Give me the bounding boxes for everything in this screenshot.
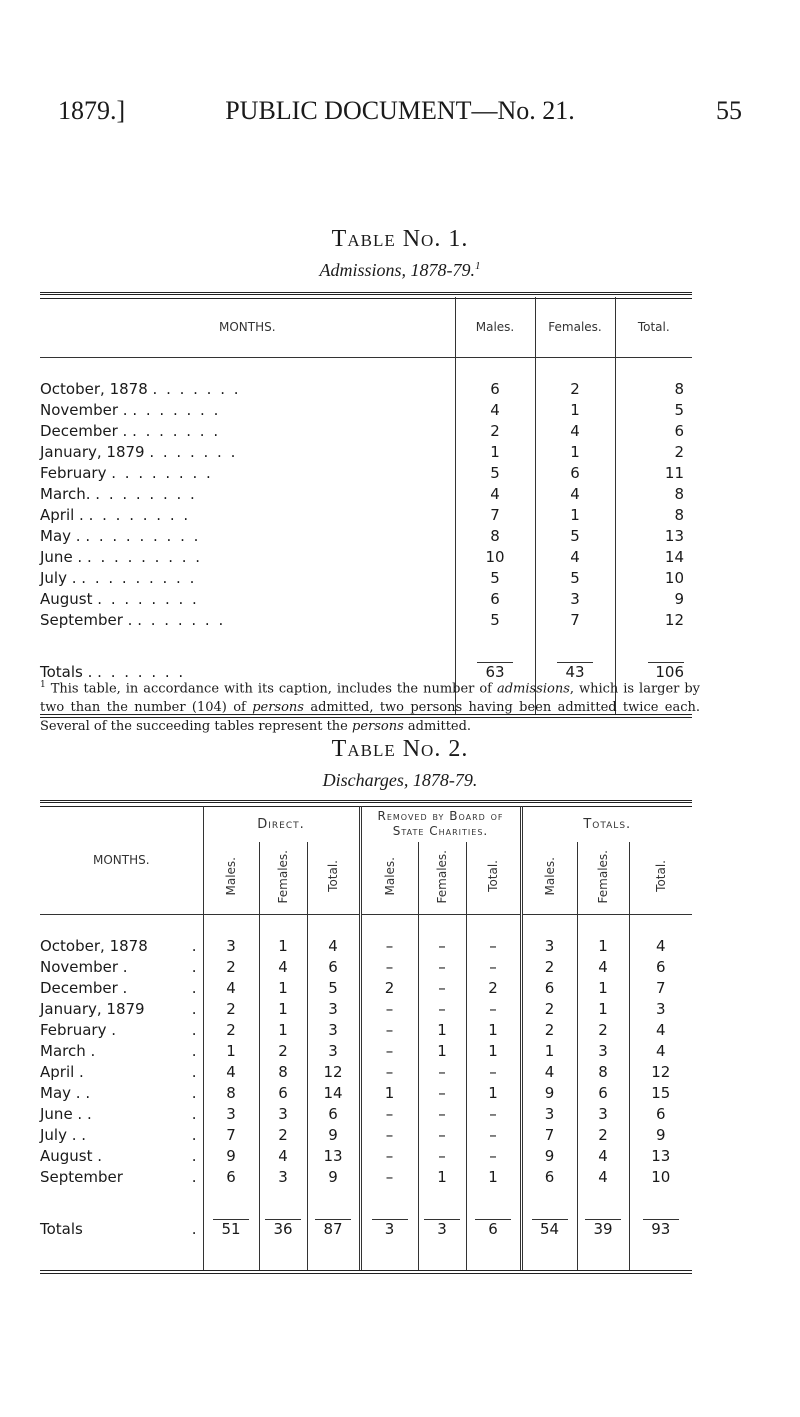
table-row xyxy=(40,505,692,526)
month-cell: October, 1878 . . . . . . . xyxy=(40,380,241,398)
value-cell: – xyxy=(360,1041,418,1062)
males-cell: 63 xyxy=(455,652,535,692)
value-cell: 12 xyxy=(307,1062,360,1083)
value-cell: 4 xyxy=(629,1020,692,1041)
value-cell: 1 xyxy=(466,1167,521,1188)
value-cell: 4 xyxy=(203,978,259,999)
month-cell: April . . . . . . . . . xyxy=(40,506,191,524)
col-months: MONTHS. xyxy=(218,319,276,334)
value-cell: 2 xyxy=(521,1020,577,1041)
table-row xyxy=(40,1104,692,1125)
month-cell: July . . . xyxy=(40,1126,197,1144)
value-cell: 4 xyxy=(577,1146,629,1167)
subhead-females: Females. xyxy=(577,842,629,914)
subhead-females: Females. xyxy=(259,842,307,914)
value-cell: 51 xyxy=(203,1209,259,1249)
females-cell: 7 xyxy=(535,610,615,631)
table-row xyxy=(40,463,692,484)
value-cell: – xyxy=(360,1062,418,1083)
header-title: PUBLIC DOCUMENT—No. 21. xyxy=(225,96,575,125)
table-row xyxy=(40,400,692,421)
table-row xyxy=(40,568,692,589)
value-cell: 54 xyxy=(521,1209,577,1249)
table-row xyxy=(40,978,692,999)
value-cell: – xyxy=(360,957,418,978)
group-totals: Totals. xyxy=(521,806,692,842)
value-cell: – xyxy=(360,1167,418,1188)
value-cell: 2 xyxy=(259,1041,307,1062)
value-cell: – xyxy=(418,978,466,999)
value-cell: 1 xyxy=(203,1041,259,1062)
table-row xyxy=(40,1020,692,1041)
table-row xyxy=(40,1125,692,1146)
females-cell: 1 xyxy=(535,400,615,421)
total-cell: 106 xyxy=(615,652,692,692)
col-females: Females. xyxy=(535,297,615,357)
col-males: Males. xyxy=(455,297,535,357)
value-cell: 4 xyxy=(521,1062,577,1083)
value-cell: – xyxy=(418,936,466,957)
table-row xyxy=(40,1167,692,1188)
table2-title: Table No. 2. xyxy=(331,736,469,762)
total-cell: 10 xyxy=(615,568,692,589)
males-cell: 1 xyxy=(455,442,535,463)
group-direct: Direct. xyxy=(203,806,360,842)
value-cell: – xyxy=(418,1104,466,1125)
value-cell: 1 xyxy=(418,1167,466,1188)
value-cell: – xyxy=(418,1125,466,1146)
table1-bottom-rule xyxy=(40,714,692,718)
value-cell: 3 xyxy=(360,1209,418,1249)
value-cell: 4 xyxy=(203,1062,259,1083)
month-cell: Totals . xyxy=(40,1219,197,1238)
discharges-table xyxy=(40,806,692,1270)
value-cell: – xyxy=(360,936,418,957)
males-cell: 8 xyxy=(455,526,535,547)
total-cell: 11 xyxy=(615,463,692,484)
subhead-males: Males. xyxy=(203,842,259,914)
value-cell: 4 xyxy=(629,936,692,957)
value-cell: 1 xyxy=(466,1041,521,1062)
table-row xyxy=(40,379,692,400)
value-cell: 6 xyxy=(259,1083,307,1104)
value-cell: 3 xyxy=(203,936,259,957)
month-cell: October, 1878 . xyxy=(40,937,197,955)
value-cell: 2 xyxy=(466,978,521,999)
males-cell: 10 xyxy=(455,547,535,568)
month-cell: February . . . . . . . . xyxy=(40,464,213,482)
value-cell: 7 xyxy=(629,978,692,999)
males-cell: 6 xyxy=(455,379,535,400)
value-cell: 3 xyxy=(629,999,692,1020)
totals-row xyxy=(40,1209,692,1249)
value-cell: 1 xyxy=(418,1020,466,1041)
value-cell: 1 xyxy=(577,936,629,957)
value-cell: 9 xyxy=(307,1167,360,1188)
value-cell: 1 xyxy=(418,1041,466,1062)
month-cell: September . . . . . . . . xyxy=(40,611,226,629)
total-cell: 8 xyxy=(615,484,692,505)
males-cell: 7 xyxy=(455,505,535,526)
value-cell: 1 xyxy=(577,999,629,1020)
value-cell: 9 xyxy=(307,1125,360,1146)
value-cell: 4 xyxy=(577,1167,629,1188)
value-cell: 3 xyxy=(307,1041,360,1062)
total-cell: 12 xyxy=(615,610,692,631)
value-cell: 9 xyxy=(521,1083,577,1104)
value-cell: 6 xyxy=(629,957,692,978)
value-cell: 3 xyxy=(259,1167,307,1188)
value-cell: 6 xyxy=(466,1209,521,1249)
value-cell: – xyxy=(466,999,521,1020)
month-cell: August . . xyxy=(40,1147,197,1165)
value-cell: – xyxy=(418,957,466,978)
value-cell: 2 xyxy=(577,1125,629,1146)
month-cell: January, 1879 . . . . . . . xyxy=(40,443,238,461)
page-header xyxy=(58,96,742,136)
value-cell: 3 xyxy=(307,999,360,1020)
females-cell: 43 xyxy=(535,652,615,692)
males-cell: 5 xyxy=(455,610,535,631)
month-cell: June . . . xyxy=(40,1105,197,1123)
month-cell: December . . xyxy=(40,979,197,997)
month-cell: July . . . . . . . . . . xyxy=(40,569,197,587)
total-cell: 9 xyxy=(615,589,692,610)
value-cell: 6 xyxy=(629,1104,692,1125)
value-cell: 14 xyxy=(307,1083,360,1104)
females-cell: 2 xyxy=(535,379,615,400)
col-months: MONTHS. xyxy=(92,852,150,867)
subhead-total: Total. xyxy=(307,842,360,914)
month-cell: August . . . . . . . . xyxy=(40,590,199,608)
value-cell: 7 xyxy=(203,1125,259,1146)
females-cell: 5 xyxy=(535,526,615,547)
value-cell: 4 xyxy=(629,1041,692,1062)
value-cell: 3 xyxy=(307,1020,360,1041)
value-cell: 8 xyxy=(203,1083,259,1104)
value-cell: 2 xyxy=(521,957,577,978)
value-cell: 6 xyxy=(307,1104,360,1125)
value-cell: 4 xyxy=(307,936,360,957)
month-cell: December . . . . . . . . xyxy=(40,422,221,440)
subhead-males: Males. xyxy=(360,842,418,914)
value-cell: – xyxy=(466,957,521,978)
value-cell: – xyxy=(360,1125,418,1146)
value-cell: 6 xyxy=(577,1083,629,1104)
value-cell: 8 xyxy=(259,1062,307,1083)
value-cell: 1 xyxy=(259,999,307,1020)
value-cell: 2 xyxy=(521,999,577,1020)
value-cell: 6 xyxy=(521,978,577,999)
males-cell: 5 xyxy=(455,463,535,484)
value-cell: 1 xyxy=(360,1083,418,1104)
value-cell: 4 xyxy=(259,957,307,978)
value-cell: 2 xyxy=(259,1125,307,1146)
table1-subtitle: Admissions, 1878-79.$^1$ xyxy=(319,260,481,280)
value-cell: 4 xyxy=(577,957,629,978)
males-cell: 4 xyxy=(455,400,535,421)
month-cell: January, 1879 . xyxy=(40,1000,197,1018)
table1-footnote: $^1$ This table, in accordance with its caption, includes the number of admissions, which is larger by two than the number (104) of persons admitted, two persons having been admitted twice each. Several of the succeeding tables represent the persons admitted. xyxy=(40,680,701,735)
value-cell: 1 xyxy=(577,978,629,999)
value-cell: 2 xyxy=(203,1020,259,1041)
value-cell: 13 xyxy=(307,1146,360,1167)
value-cell: – xyxy=(418,999,466,1020)
value-cell: 1 xyxy=(259,978,307,999)
subhead-total: Total. xyxy=(466,842,521,914)
value-cell: 3 xyxy=(577,1104,629,1125)
value-cell: 3 xyxy=(259,1104,307,1125)
month-cell: March. . . . . . . . . xyxy=(40,485,197,503)
value-cell: 3 xyxy=(577,1041,629,1062)
males-cell: 6 xyxy=(455,589,535,610)
females-cell: 6 xyxy=(535,463,615,484)
value-cell: – xyxy=(418,1146,466,1167)
value-cell: 1 xyxy=(259,1020,307,1041)
value-cell: 93 xyxy=(629,1209,692,1249)
group-removed: Removed by Board of State Charities. xyxy=(360,806,521,842)
table-row xyxy=(40,589,692,610)
table2-bottom-rule xyxy=(40,1270,692,1274)
table-row xyxy=(40,442,692,463)
table-row xyxy=(40,526,692,547)
table-row xyxy=(40,1062,692,1083)
value-cell: 15 xyxy=(629,1083,692,1104)
value-cell: – xyxy=(466,1104,521,1125)
value-cell: – xyxy=(466,1146,521,1167)
males-cell: 2 xyxy=(455,421,535,442)
subhead-females: Females. xyxy=(418,842,466,914)
females-cell: 1 xyxy=(535,442,615,463)
value-cell: 2 xyxy=(577,1020,629,1041)
females-cell: 4 xyxy=(535,484,615,505)
females-cell: 3 xyxy=(535,589,615,610)
table-row xyxy=(40,421,692,442)
table-row xyxy=(40,999,692,1020)
value-cell: 1 xyxy=(466,1083,521,1104)
value-cell: – xyxy=(360,1104,418,1125)
table-row xyxy=(40,957,692,978)
total-cell: 8 xyxy=(615,505,692,526)
value-cell: – xyxy=(466,936,521,957)
month-cell: November . . xyxy=(40,958,197,976)
males-cell: 4 xyxy=(455,484,535,505)
table-row xyxy=(40,936,692,957)
value-cell: 1 xyxy=(521,1041,577,1062)
value-cell: 4 xyxy=(259,1146,307,1167)
subhead-total: Total. xyxy=(629,842,692,914)
value-cell: 1 xyxy=(466,1020,521,1041)
table-row xyxy=(40,484,692,505)
females-cell: 1 xyxy=(535,505,615,526)
value-cell: 3 xyxy=(521,1104,577,1125)
value-cell: 3 xyxy=(521,936,577,957)
month-cell: September . xyxy=(40,1168,197,1186)
value-cell: 3 xyxy=(203,1104,259,1125)
value-cell: 2 xyxy=(203,957,259,978)
table-row xyxy=(40,1041,692,1062)
month-cell: May . . . . . . . . . . xyxy=(40,527,201,545)
value-cell: 6 xyxy=(521,1167,577,1188)
value-cell: 87 xyxy=(307,1209,360,1249)
table-row xyxy=(40,1146,692,1167)
females-cell: 4 xyxy=(535,547,615,568)
value-cell: 39 xyxy=(577,1209,629,1249)
total-cell: 5 xyxy=(615,400,692,421)
value-cell: 2 xyxy=(203,999,259,1020)
value-cell: – xyxy=(360,999,418,1020)
month-cell: March . . xyxy=(40,1042,197,1060)
value-cell: 12 xyxy=(629,1062,692,1083)
total-cell: 8 xyxy=(615,379,692,400)
value-cell: 9 xyxy=(203,1146,259,1167)
females-cell: 5 xyxy=(535,568,615,589)
admissions-table xyxy=(40,297,692,714)
month-cell: May . . . xyxy=(40,1084,197,1102)
total-cell: 2 xyxy=(615,442,692,463)
males-cell: 5 xyxy=(455,568,535,589)
females-cell: 4 xyxy=(535,421,615,442)
value-cell: 6 xyxy=(203,1167,259,1188)
value-cell: – xyxy=(466,1125,521,1146)
table-row xyxy=(40,610,692,631)
month-cell: Totals . . . . . . . . xyxy=(40,662,186,681)
table2-subtitle: Discharges, 1878-79. xyxy=(322,770,478,790)
value-cell: 5 xyxy=(307,978,360,999)
value-cell: 10 xyxy=(629,1167,692,1188)
header-year: 1879.] xyxy=(58,96,126,125)
value-cell: – xyxy=(466,1062,521,1083)
table-row xyxy=(40,547,692,568)
value-cell: – xyxy=(360,1146,418,1167)
total-cell: 14 xyxy=(615,547,692,568)
value-cell: 36 xyxy=(259,1209,307,1249)
total-cell: 6 xyxy=(615,421,692,442)
table-row xyxy=(40,1083,692,1104)
value-cell: 13 xyxy=(629,1146,692,1167)
value-cell: 8 xyxy=(577,1062,629,1083)
value-cell: 6 xyxy=(307,957,360,978)
value-cell: – xyxy=(360,1020,418,1041)
value-cell: 2 xyxy=(360,978,418,999)
month-cell: November . . . . . . . . xyxy=(40,401,221,419)
page-number: 55 xyxy=(716,96,742,125)
value-cell: 1 xyxy=(259,936,307,957)
total-cell: 13 xyxy=(615,526,692,547)
month-cell: June . . . . . . . . . . xyxy=(40,548,203,566)
value-cell: – xyxy=(418,1083,466,1104)
value-cell: 9 xyxy=(521,1146,577,1167)
value-cell: 3 xyxy=(418,1209,466,1249)
col-total: Total. xyxy=(615,297,692,357)
value-cell: – xyxy=(418,1062,466,1083)
month-cell: April . . xyxy=(40,1063,197,1081)
value-cell: 7 xyxy=(521,1125,577,1146)
month-cell: February . . xyxy=(40,1021,197,1039)
subhead-males: Males. xyxy=(521,842,577,914)
value-cell: 9 xyxy=(629,1125,692,1146)
table1-title: Table No. 1. xyxy=(331,226,469,252)
